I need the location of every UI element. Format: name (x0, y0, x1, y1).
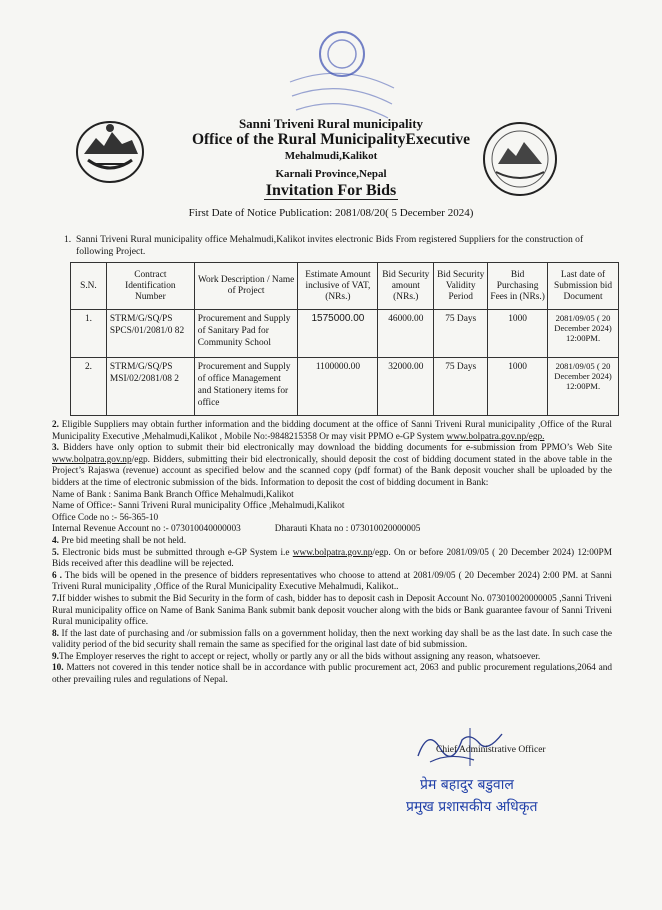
header-estimate-amount: Estimate Amount inclusive of VAT, (NRs.) (298, 263, 378, 310)
clause-2: 2. Eligible Suppliers may obtain further information and the bidding document at the office of Sanni Triveni Rural municipality ,Office of the Rural Municipality Executive ,Mehalmudi,Kalikot , Mobile No:-9848215358 Or may visit PPMO e-GP System www.bolpatra.gov.np/egp. (52, 420, 612, 442)
cell-purchasing-fee: 1000 (488, 358, 548, 416)
cell-estimate-amount: 1100000.00 (298, 358, 378, 416)
cell-estimate-amount: 1575000.00 (298, 310, 378, 358)
office-name: Office of the Rural MunicipalityExecutive (191, 131, 471, 148)
bolpatra-link-2[interactable]: www.bolpatra.gov.np (292, 547, 373, 558)
table-header-row (71, 263, 619, 310)
cell-validity: 75 Days (434, 310, 488, 358)
bank-name: Name of Bank : Sanima Bank Branch Office Mehalmudi,Kalikot (52, 489, 294, 500)
cell-contract-id: STRM/G/SQ/PS SPCS/01/2081/0 82 (106, 310, 194, 358)
cell-bid-security: 32000.00 (378, 358, 434, 416)
cell-contract-id: STRM/G/SQ/PS MSI/02/2081/08 2 (106, 358, 194, 416)
bolpatra-link[interactable]: www.bolpatra.gov.np (52, 454, 132, 465)
cell-validity: 75 Days (434, 358, 488, 416)
clause-3: 3. Bidders have only option to submit their bid electronically may download the bidding documents for e-submission from PPMO’s Web Site www.bolpatra.gov.np/egp. Bidders, submitting their bid electronically, should deposit the cost of bidding document stated in the above table in the Project’s Rajaswa (revenue) account as specified below and the scanned copy (pdf format) of the Bank deposit voucher shall be uploaded by the bidders at the time of electronic submission of the bids. Information to deposit the cost of bidding document in Bank: (52, 443, 612, 488)
office-location: Mehalmudi,Kalikot (284, 150, 378, 162)
egp-link[interactable]: www.bolpatra.gov.np/egp. (446, 431, 545, 442)
office-code: Office Code no :- 56-365-10 (52, 512, 159, 523)
clause-10: 10. Matters not covered in this tender notice shall be in accordance with public procurement act, 2063 and public procurement regulations,2064 and other prevailing rules and regulations of Nepal. (52, 663, 612, 686)
clause-8: 8. If the last date of purchasing and /or submission falls on a government holiday, then the next working day shall be as the last date. In such case the validity period of the bid security shall remain the same as specified for the original last date of bid submission. (52, 628, 613, 651)
signatory-post-nepali: प्रमुख प्रशासकीय अधिकृत (406, 799, 538, 815)
clause-6: 6 . The bids will be opened in the presence of bidders representatives who choose to attend at 2081/09/05 ( 20 December 2024) 2:00 PM. at Sanni Triveni Rural municipality ,Office of the Rural Municipality Executive Mehalmudi, Kalikot.. (52, 570, 612, 593)
table-row (71, 310, 619, 358)
signatory-name-nepali: प्रेम बहादुर बडुवाल (420, 777, 514, 793)
signatory-title: Chief Administrative Officer (436, 745, 546, 755)
header-purchasing-fee: Bid Purchasing Fees in (NRs.) (488, 263, 548, 310)
clause-7: 7.If bidder wishes to submit the Bid Security in the form of cash, bidder has to deposit cash in Deposit Account No. 073010020000005 ,Sanni Triveni Rural municipality office on Name of Bank Sanima Bank submit bank deposit voucher along with the bids or Bank guarantee favour of Sanni Triveni Rural municipality office. (52, 593, 612, 628)
notice-title: Invitation For Bids (265, 182, 397, 199)
cell-sn: 2. (71, 358, 107, 416)
cell-purchasing-fee: 1000 (488, 310, 548, 358)
clause-5: 5. Electronic bids must be submitted through e-GP System i.e www.bolpatra.gov.np/egp. On or before 2081/09/05 ( 20 December 2024) 12:00PM Bids received after this deadline will be rejected. (52, 547, 612, 570)
cell-bid-security: 46000.00 (378, 310, 434, 358)
table-row (71, 358, 619, 416)
intro-paragraph: 1. Sanni Triveni Rural municipality office Mehalmudi,Kalikot invites electronic Bids From registered Suppliers for the construction of following Project. (64, 234, 584, 257)
account-numbers: Internal Revenue Account no :- 073010040000003 Dharauti Khata no : 073010020000005 (52, 524, 421, 535)
header-contract-id: Contract Identification Number (106, 263, 194, 310)
header-sn: S.N. (71, 263, 107, 310)
notice-body (52, 420, 612, 687)
clause-4: 4. Pre bid meeting shall be not held. (52, 535, 187, 546)
bid-table (70, 262, 619, 416)
office-name-line: Name of Office:- Sanni Triveni Rural municipality Office ,Mehalmudi,Kalikot (52, 501, 345, 512)
cell-last-date: 2081/09/05 ( 20 December 2024) 12:00PM. (548, 358, 619, 416)
header-last-date: Last date of Submission bid Document (548, 263, 619, 310)
cell-work-description: Procurement and Supply of office Management and Stationery items for office (194, 358, 298, 416)
cell-work-description: Procurement and Supply of Sanitary Pad for Community School (194, 310, 298, 358)
clause-9: 9.The Employer reserves the right to accept or reject, wholly or partly any or all the bids without assigning any reason, whatsoever. (52, 651, 541, 662)
province-name: Karnali Province,Nepal (275, 168, 387, 180)
cell-last-date: 2081/09/05 ( 20 December 2024) 12:00PM. (548, 310, 619, 358)
cell-sn: 1. (71, 310, 107, 358)
municipality-name: Sanni Triveni Rural municipality (238, 116, 424, 131)
header-validity: Bid Security Validity Period (434, 263, 488, 310)
header-work-description: Work Description / Name of Project (194, 263, 298, 310)
header-bid-security: Bid Security amount (NRs.) (378, 263, 434, 310)
notice-date: First Date of Notice Publication: 2081/08/20( 5 December 2024) (188, 207, 474, 219)
